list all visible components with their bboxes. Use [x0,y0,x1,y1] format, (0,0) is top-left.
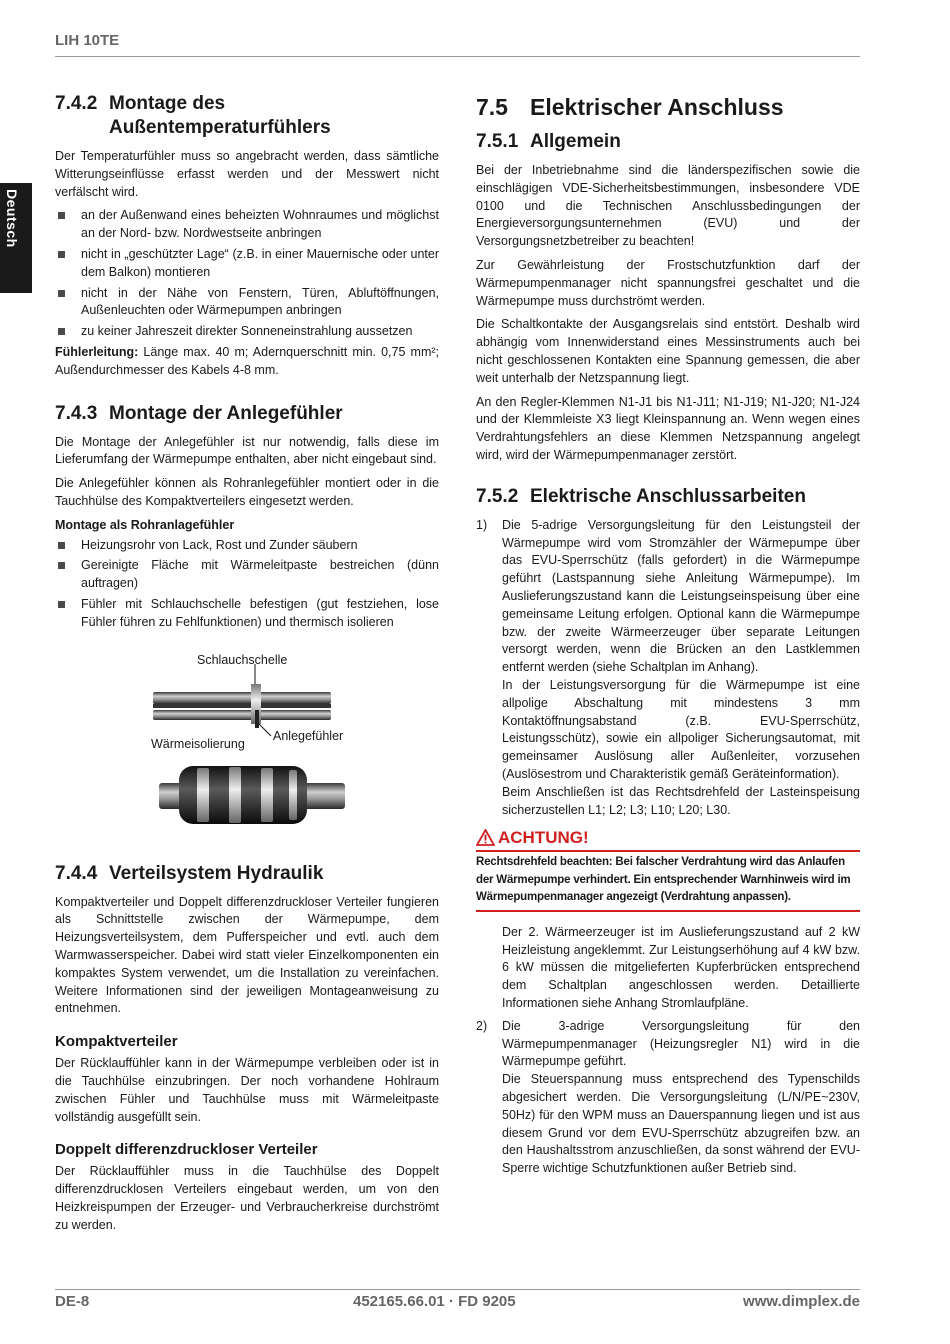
cable-spec [55,344,439,380]
list-item-1 [476,517,860,820]
cable-text: Länge max. 40 m; Adernquerschnitt min. 0,75 mm²; Außendurchmesser des Kabels 4-8 mm. [55,344,439,377]
paragraph: Der Rücklauffühler kann in der Wärmepumpe verbleiben oder ist in die Tauchhülse einzubringen. Der noch vorhandene Hohlraum zwischen Fühler und Tauchhülse muss mit Wärmeleitpaste vollständig ausgefüllt sein. [55,1056,439,1124]
warning-title-text: ACHTUNG! [498,828,589,848]
subheading-doppelt: Doppelt differenzdruckloser Verteiler [55,1141,318,1159]
right-column [476,92,860,1183]
paragraph: Bei der Inbetriebnahme sind die länderspezifischen sowie die einschlägigen VDE-Sicherheitsbestimmungen, insbesondere VDE 0100 und die Technischen Anschlussbedingungen der Energieversorgungsunternehmen (EVU) und der Versorgungsnetzbetreiber zu beachten! [476,163,860,249]
item-text: Die Steuerspannung muss entsprechend des Typenschilds abgesichert werden. Die Versorgungsleitung (L/N/PE~230V, 50Hz) für den WPM muss an Dauerspannung liegen und ist aus diesem Grund vor dem EVU-Sperrschütz abzugreifen bzw. an den Haushaltsstrom anzuschließen, da sonst während der EVU-Sperre wichtige Schutzfunktionen außer Betrieb sind. [502,1072,860,1176]
section-title: Montage der Anlegefühler [109,402,343,424]
section-title: Elektrischer Anschluss [530,94,784,120]
pipe-sensor-figure [55,654,439,848]
section-number: 7.5.2 [476,485,519,507]
item-text: In der Leistungsversorgung für die Wärmepumpe ist eine allpolige Abschaltung mit mindestens 3 mm Kontaktöffnungsabstand (z.B. EVU-Sperrschütz, Leistungsschütz), sowie ein allpoliger Sicherungsautomat, mit gemeinsamer Auslösung aller Außenleiter, vorzusehen (Auslösestrom und Charakteristik gemäß Geräteinformation). [502,677,860,781]
section-number: 7.4.3 [55,402,98,424]
paragraph: An den Regler-Klemmen N1-J1 bis N1-J11; N1-J19; N1-J20; N1-J24 und der Klemmleiste X3 liegt Kleinspannung an. Wenn wegen eines Verdrahtungsfehlers an diese Klemmen Netzspannung angelegt wird, wird der Wärmepumpenmanager zerstört. [476,394,860,462]
warning-triangle-icon [476,829,495,846]
list-item: nicht in „geschützter Lage“ (z.B. in einer Mauernische oder unter dem Balkon) montieren [55,246,439,282]
section-title-line2: Außentemperaturfühlers [109,117,331,138]
section-title: Elektrische Anschlussarbeiten [530,485,806,507]
paragraph: Der 2. Wärmeerzeuger ist im Auslieferungszustand auf 2 kW Heizleistung angeklemmt. Zur Leistungserhöhung auf 4 kW bzw. 6 kW müssen die mitgelieferten Kupferbrücken entsprechend dem Schaltplan angeschlossen werden. Detaillierte Informationen siehe Anhang Stromlaufpläne. [502,924,860,1010]
language-tab [0,183,32,293]
section-number: 7.5 [476,94,508,120]
heading-7-5-1 [476,130,860,154]
pipe-sensor-illustration [55,654,439,848]
section-title: Montage des [109,93,226,114]
bullet-list [55,537,439,632]
heading-7-4-2 [55,92,439,140]
document-number: 452165.66.01 · FD 9205 [353,1293,516,1310]
paragraph: Die Schaltkontakte der Ausgangsrelais sind entstört. Deshalb wird abhängig vom Innenwiderstand eines Messinstruments auch bei nicht geschlossenen Kontakten eine Spannung gemessen, die aber weit unterhalb der Netzspannung liegt. [476,317,860,385]
label-insulation: Wärmeisolierung [151,736,245,751]
heading-7-5 [476,92,860,122]
item-number: 2) [476,1018,488,1033]
paragraph: Kompaktverteiler und Doppelt differenzdruckloser Verteiler fungieren als Schnittstelle zwischen der Wärmepumpe, dem Heizungsverteilsystem, dem Pufferspeicher und evtl. auch dem Warmwasserspeicher. Dabei wird statt vieler Einzelkomponenten ein kompaktes System verwendet, um die Installation zu vereinfachen. Weitere Informationen sind der jeweiligen Montageanweisung zu entnehmen. [55,894,439,1016]
website-link[interactable]: www.dimplex.de [743,1293,860,1310]
section-number: 7.5.1 [476,131,519,152]
section-title: Allgemein [530,131,621,152]
language-tab-label: Deutsch [4,189,20,248]
list-item: zu keiner Jahreszeit direkter Sonneneinstrahlung aussetzen [55,323,439,341]
list-item: an der Außenwand eines beheizten Wohnraumes und möglichst an der Nord- bzw. Nordwestseite anbringen [55,207,439,243]
warning-box [476,827,860,912]
list-item: Gereinigte Fläche mit Wärmeleitpaste bestreichen (dünn auftragen) [55,557,439,593]
cable-label: Fühlerleitung: [55,344,139,359]
list-item: nicht in der Nähe von Fenstern, Türen, Abluftöffnungen, Außenleuchten oder Wärmepumpen anbringen [55,285,439,321]
numbered-list [476,1018,860,1178]
list-item: Heizungsrohr von Lack, Rost und Zunder säubern [55,537,439,555]
item-text: Beim Anschließen ist das Rechtsdrehfeld der Lasteinspeisung sicherzustellen L1; L2; L3; L10; L20; L30. [502,784,860,817]
bullet-list [55,207,439,341]
heading-7-4-4 [55,862,439,886]
page-number: DE-8 [55,1293,90,1310]
paragraph: Zur Gewährleistung der Frostschutzfunktion darf der Wärmepumpenmanager nicht spannungsfrei geschaltet und die Wärmepumpe muss durchströmt werden. [476,257,860,308]
label-sensor: Anlegefühler [273,728,344,743]
document-title: LIH 10TE [55,32,120,49]
warning-text: Rechtsdrehfeld beachten: Bei falscher Verdrahtung wird das Anlaufen der Wärmepumpe verhindert. Ein entsprechender Warnhinweis wird im Wärmepumpenmanager angezeigt (Verdrahtung anpassen). [476,856,851,904]
left-column [55,92,439,1240]
section-number: 7.4.4 [55,862,98,884]
section-number: 7.4.2 [55,93,98,114]
heading-7-5-2 [476,485,860,509]
heading-7-4-3 [55,402,439,426]
item-number: 1) [476,517,488,532]
page-footer [55,1289,860,1310]
item-text: Die 3-adrige Versorgungsleitung für den Wärmepumpenmanager (Heizungsregler N1) wird in die Wärmepumpe geführt. [502,1018,860,1069]
paragraph: Die Montage der Anlegefühler ist nur notwendig, falls diese im Lieferumfang der Wärmepumpe enthalten, aber nicht eingebaut sind. [55,434,439,467]
subheading-kompaktverteiler: Kompaktverteiler [55,1033,178,1051]
item-text: Die 5-adrige Versorgungsleitung für den Leistungsteil der Wärmepumpe wird vom Stromzähler der Wärmepumpe über das EVU-Sperrschütz (falls gefordert) in die Wärmepumpe geführt (Lastspannung siehe Anleitung Wärmepumpe). Im Auslieferungszustand kann die Leistungseinspeisung über eine gemeinsame Leitung erfolgen. Optional kann die Wärmepumpe bzw. der zweite Wärmeerzeuger über separate Leitungen versorgt werden, wenn die Brücken an den Lastklemmen entfernt werden (siehe Schaltplan im Anhang). [502,517,860,675]
paragraph: Der Rücklauffühler muss in die Tauchhülse des Doppelt differenzdrucklosen Verteilers eingebaut werden, um von den Heizkreispumpen der Erzeuger- und Verbraucherkreise durchströmt zu werden. [55,1164,439,1232]
list-item-2 [476,1018,860,1178]
subheading: Montage als Rohranlagefühler [55,517,235,532]
numbered-list [476,517,860,820]
warning-title [476,827,860,852]
paragraph: Die Anlegefühler können als Rohranlegefühler montiert oder in die Tauchhülse des Kompaktverteilers eingesetzt werden. [55,476,439,508]
paragraph: Der Temperaturfühler muss so angebracht werden, dass sämtliche Witterungseinflüsse erfasst werden und der Messwert nicht verfälscht wird. [55,149,439,199]
label-clamp: Schlauchschelle [197,652,288,667]
page-header [55,32,860,57]
list-item: Fühler mit Schlauchschelle befestigen (gut festziehen, lose Fühler führen zu Fehlfunktionen) und thermisch isolieren [55,596,439,632]
section-title: Verteilsystem Hydraulik [109,862,324,884]
